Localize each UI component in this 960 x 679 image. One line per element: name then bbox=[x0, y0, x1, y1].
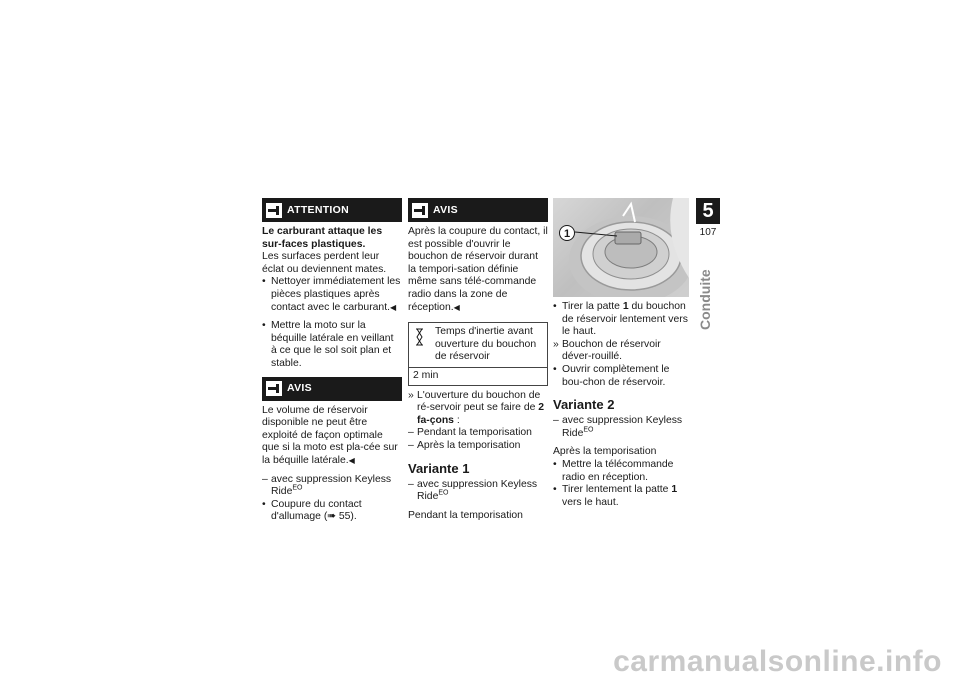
list-item bbox=[262, 320, 402, 370]
option-superscript: EO bbox=[438, 489, 449, 497]
bullet-marker: • bbox=[553, 363, 557, 375]
dash-marker: – bbox=[262, 473, 268, 485]
condition-text: avec suppression Keyless Ride bbox=[417, 478, 538, 503]
option-superscript: EO bbox=[292, 484, 303, 492]
bullet-marker: • bbox=[262, 276, 266, 288]
spec-box bbox=[408, 322, 548, 385]
column-1 bbox=[262, 198, 402, 524]
bullet-text: Mettre la moto sur la béquille latérale en veillant à ce que le sol soit plan et stable. bbox=[271, 320, 394, 369]
notice-label: AVIS bbox=[433, 203, 458, 216]
fuel-cap-illustration bbox=[553, 198, 689, 297]
list-item bbox=[553, 364, 693, 389]
list-item bbox=[262, 276, 402, 314]
result-text: Bouchon de réservoir déver-rouillé. bbox=[562, 338, 661, 363]
bullet-marker: • bbox=[262, 320, 266, 332]
list-item bbox=[408, 479, 548, 504]
bullet-text: Tirer lentement la patte bbox=[562, 484, 672, 496]
bullet-marker: • bbox=[262, 498, 266, 510]
warning-banner bbox=[262, 198, 402, 222]
spec-value: 2 min bbox=[409, 367, 547, 385]
chapter-number: 5 bbox=[696, 198, 720, 224]
result-text: L'ouverture du bouchon de ré-servoir peut se faire de bbox=[417, 389, 541, 414]
list-item bbox=[262, 474, 402, 499]
dash-marker: – bbox=[553, 415, 559, 427]
bullet-text-end: du bouchon de réservoir lentement vers le haut. bbox=[562, 301, 688, 338]
watermark: carmanualsonline.info bbox=[613, 645, 942, 679]
option-text: Après la temporisation bbox=[417, 439, 521, 451]
dash-marker: – bbox=[408, 478, 414, 490]
notice-body bbox=[408, 226, 548, 314]
list-item bbox=[408, 440, 548, 453]
chapter-title: Conduite bbox=[697, 269, 713, 330]
bullet-text: Coupure du contact d'allumage (➠ 55). bbox=[271, 498, 362, 523]
warning-heading: Le carburant attaque les sur-faces plastiques. bbox=[262, 226, 383, 250]
list-item bbox=[553, 415, 693, 440]
dash-marker: – bbox=[408, 427, 414, 439]
result-marker: » bbox=[553, 338, 559, 350]
bullet-marker: • bbox=[553, 484, 557, 496]
end-mark-icon: ◀ bbox=[453, 302, 460, 312]
list-item bbox=[408, 427, 548, 440]
part-number: 1 bbox=[671, 484, 678, 496]
notice-body bbox=[262, 405, 402, 468]
list-item bbox=[553, 459, 693, 484]
result-bold-text: 2 fa-çons bbox=[417, 402, 545, 426]
list-item bbox=[553, 484, 693, 509]
notice-banner bbox=[408, 198, 548, 222]
notice-hand-icon bbox=[266, 381, 282, 396]
bullet-marker: • bbox=[553, 458, 557, 470]
end-mark-icon: ◀ bbox=[348, 455, 355, 465]
condition-text: avec suppression Keyless Ride bbox=[562, 415, 683, 439]
hourglass-icon bbox=[415, 328, 424, 346]
condition-text: avec suppression Keyless Ride bbox=[271, 473, 392, 498]
list-item bbox=[553, 339, 693, 364]
column-2 bbox=[408, 198, 548, 522]
timing-paragraph: Pendant la temporisation bbox=[408, 509, 523, 521]
bullet-text: Tirer la patte bbox=[562, 301, 623, 312]
callout-number: 1 bbox=[563, 228, 571, 240]
list-item bbox=[553, 301, 693, 339]
bullet-text: Nettoyer immédiatement les pièces plastiques après contact avec le carburant. bbox=[271, 276, 401, 313]
timing-paragraph: Après la temporisation bbox=[553, 446, 657, 458]
notice-label: AVIS bbox=[287, 382, 312, 395]
bullet-marker: • bbox=[553, 301, 557, 312]
notice-hand-icon bbox=[412, 203, 428, 218]
result-marker: » bbox=[408, 389, 414, 401]
fuel-cap-photo bbox=[553, 198, 689, 297]
notice-banner bbox=[262, 377, 402, 401]
page-number: 107 bbox=[699, 227, 717, 238]
bullet-text: Ouvrir complètement le bou-chon de réservoir. bbox=[562, 363, 670, 388]
bullet-text: Mettre la télécommande radio en réception. bbox=[562, 458, 674, 483]
list-item bbox=[262, 499, 402, 524]
option-text: Pendant la temporisation bbox=[417, 427, 532, 439]
column-3 bbox=[553, 198, 693, 509]
part-number: 1 bbox=[622, 301, 629, 312]
notice-body-text: Le volume de réservoir disponible ne peut être exploité de façon optimale que si la moto est pla-cée sur la béquille latérale. bbox=[262, 404, 398, 466]
bullet-text-end: vers le haut. bbox=[562, 496, 619, 508]
warning-hand-icon bbox=[266, 203, 282, 218]
variant-1-heading: Variante 1 bbox=[408, 460, 470, 476]
warning-label: ATTENTION bbox=[287, 203, 349, 216]
dash-marker: – bbox=[408, 439, 414, 451]
option-superscript: EO bbox=[583, 426, 594, 434]
variant-2-heading: Variante 2 bbox=[553, 397, 615, 413]
warning-body: Les surfaces perdent leur éclat ou deviennent mates. bbox=[262, 251, 387, 275]
spec-box-header bbox=[409, 323, 547, 367]
list-item bbox=[408, 390, 548, 428]
result-text-end: : bbox=[453, 414, 460, 426]
spec-label: Temps d'inertie avant ouverture du bouchon de réservoir bbox=[435, 326, 537, 363]
chapter-tab bbox=[696, 198, 720, 240]
notice-body-text: Après la coupure du contact, il est possible d'ouvrir le bouchon de réservoir durant la tempori-sation définie même sans télé-commande radio dans la zone de réception. bbox=[408, 226, 548, 313]
end-mark-icon: ◀ bbox=[389, 302, 397, 312]
